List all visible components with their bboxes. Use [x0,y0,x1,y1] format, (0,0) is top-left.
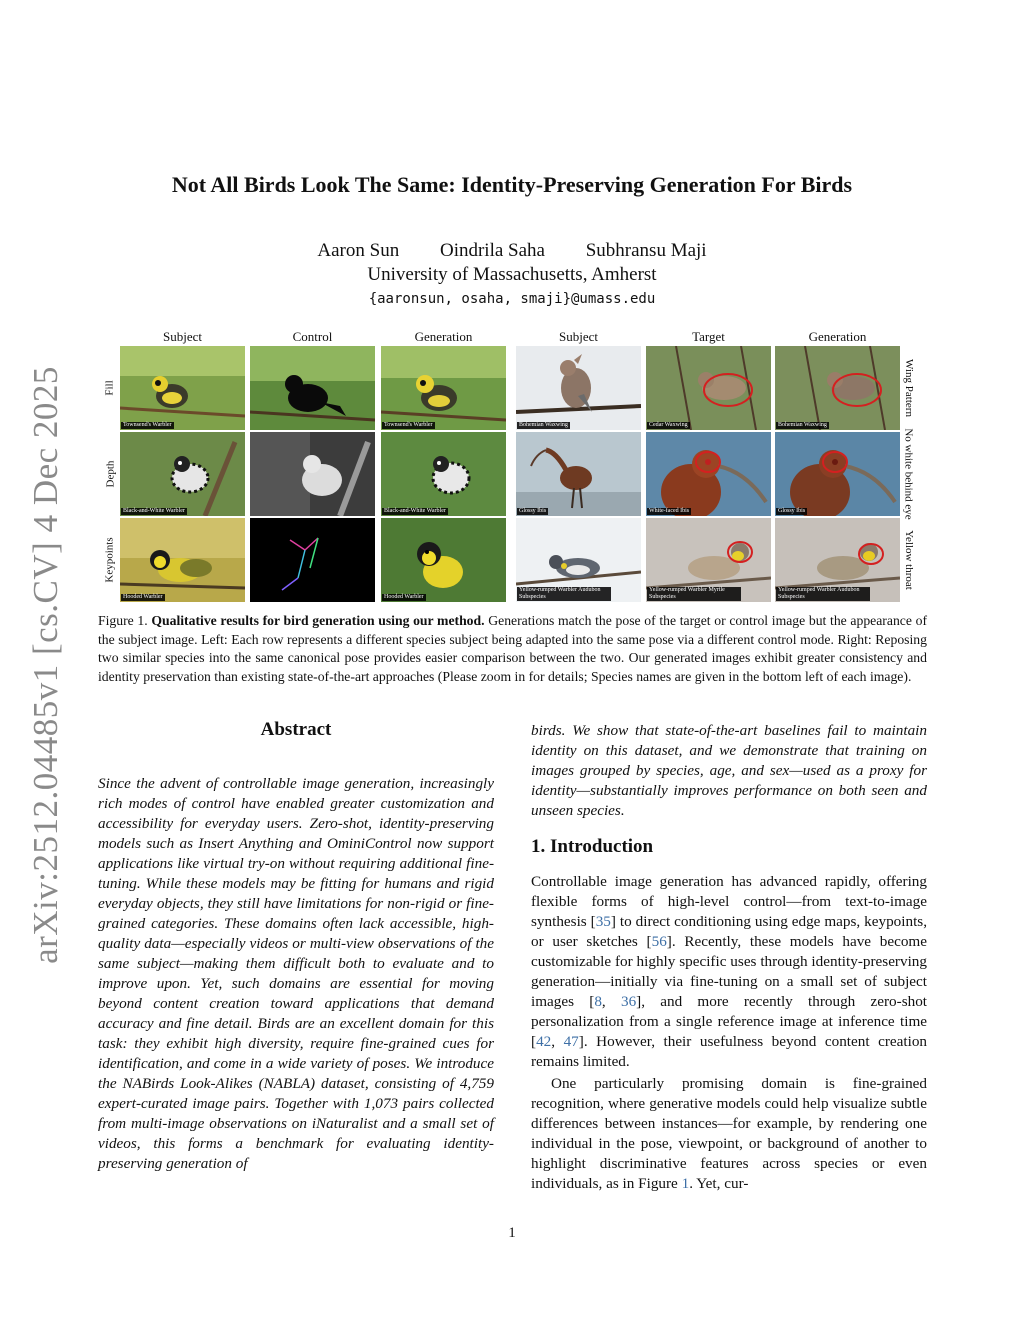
figure-column-header: Subject [163,329,202,344]
section-heading: 1. Introduction [531,836,654,857]
figure-reference-link[interactable]: 1 [681,1175,690,1192]
page-number: 1 [508,1225,516,1241]
bird-photo: Hooded Warbler [120,518,245,602]
control-image [250,346,375,430]
abstract-body: Since the advent of controllable image generation, increasingly rich modes of control have enabled greater customization and accessibility for everyday users. Zero-shot, identity-preserving models such as Insert Anything and OminiControl now support applications like virtual try-on without requiring additional fine-tuning. While these models may be fitting for humans and rigid everyday objects, they still have limitations for non-rigid or fine-grained categories. These domains often lack accessible, high-quality data—especially videos or multi-view observations of the same subject—making them difficult both to evaluate and to improve upon. Yet, such domains are essential for moving beyond content creation toward applications that demand accuracy and fine detail. Birds are an excellent domain for this task: they exhibit high diversity, require fine-grained cues for identification, and come in a wide variety of poses. We introduce the NABirds Look-Alikes (NABLA) dataset, consisting of 4,759 expert-curated image pairs. Together with 1,073 pairs collected from multi-image observations on iNaturalist and a small set of videos, this forms a benchmark for evaluating identity-preserving generation of [98,775,494,1172]
figure-row-label: Keypoints [104,537,117,583]
figure-column-header: Control [292,329,333,344]
control-image [250,518,375,602]
arxiv-stamp: arXiv:2512.04485v1 [cs.CV] 4 Dec 2025 [26,366,66,964]
generated-image: Black-and-White Warbler [381,432,506,516]
author: Oindrila Saha [439,240,545,261]
caption-text: Generations match the pose of the target or control image but the appearance of the subject image. Left: Each row represents a different species subject being adapted into the same pose via a different control mode. Right: Reposing two similar species into the same canonical pose provides easier comparison between the two. Our generated images exhibit greater consistency and identity preservation than existing state-of-the-art approaches (Please zoom in for details; Species names are given in the bottom left of each image). [98,613,927,684]
bird-photo: Yellow-rumped Warbler Audubon Subspecies [516,518,641,602]
generated-image: Glossy Ibis [775,432,900,516]
figure-row-label: No white behind eye [903,428,915,520]
generated-image: Yellow-rumped Warbler Audubon Subspecies [775,518,900,602]
intro-paragraph: One particularly promising domain is fine-grained recognition, where generative models could help visualize subtle differences between instances—for example, by rendering one individual in the pose, viewpoint, or background of another to highlight discriminative features across species or even individuals, as in Figure 1. Yet, cur- [531,1075,927,1192]
citation-link[interactable]: 8 [594,993,602,1010]
figure-row-label: Fill [103,380,116,396]
figure-row-label: Depth [104,460,117,488]
generated-image: Bohemian Waxwing [775,346,900,430]
figure-column-header: Target [692,329,725,344]
citation-link[interactable]: 56 [651,933,667,950]
caption-bold: Qualitative results for bird generation using our method. [151,613,485,628]
generated-image: Townsend's Warbler [381,346,506,430]
bird-photo: White-faced Ibis [646,432,771,516]
caption-label: Figure 1. [98,613,148,628]
email: {aaronsun, osaha, smaji}@umass.edu [368,291,656,307]
bird-photo: Cedar Waxwing [646,346,771,430]
figure-column-header: Generation [414,329,473,344]
figure-row-label: Wing Pattern [903,359,915,417]
affiliation: University of Massachusetts, Amherst [367,264,657,285]
citation-link[interactable]: 36 [620,993,637,1010]
bird-photo: Black-and-White Warbler [120,432,245,516]
figure-column-header: Subject [559,329,598,344]
bird-photo: Yellow-rumped Warbler Myrtle Subspecies [646,518,771,602]
citation-link[interactable]: 42 [536,1033,552,1050]
figure-column-header: Generation [808,329,867,344]
generated-image: Hooded Warbler [381,518,506,602]
figure-caption [98,612,927,686]
abstract-continued: birds. We show that state-of-the-art baselines fail to maintain identity on this dataset, and we demonstrate that training on images grouped by species, age, and sex—used as a proxy for identity—substantially improves performance on both seen and unseen species. [531,722,927,819]
control-image [250,432,375,516]
author-list [0,240,1024,262]
bird-photo: Glossy Ibis [516,432,641,516]
bird-photo: Bohemian Waxwing [516,346,641,430]
citation-link[interactable]: 47 [563,1033,579,1050]
bird-photo: Townsend's Warbler [120,346,245,430]
paper-title: Not All Birds Look The Same: Identity-Preserving Generation For Birds [171,172,853,197]
author: Aaron Sun [317,240,400,261]
intro-paragraph: Controllable image generation has advanced rapidly, offering flexible forms of high-level control—from text-to-image synthesis [35] to direct conditioning using edge maps, keypoints, or user sketches [56]. Recently, these models have become customizable for highly specific uses through identity-preserving generation—initially via fine-tuning on a small set of subject images [8, 36], and more recently through zero-shot personalization from a single reference image at inference time [42, 47]. However, their usefulness beyond content creation remains limited. [531,873,928,1070]
figure-row-label: Yellow throat [903,530,916,590]
citation-link[interactable]: 35 [595,913,611,930]
author: Subhransu Maji [585,240,707,261]
abstract-heading: Abstract [260,719,332,740]
